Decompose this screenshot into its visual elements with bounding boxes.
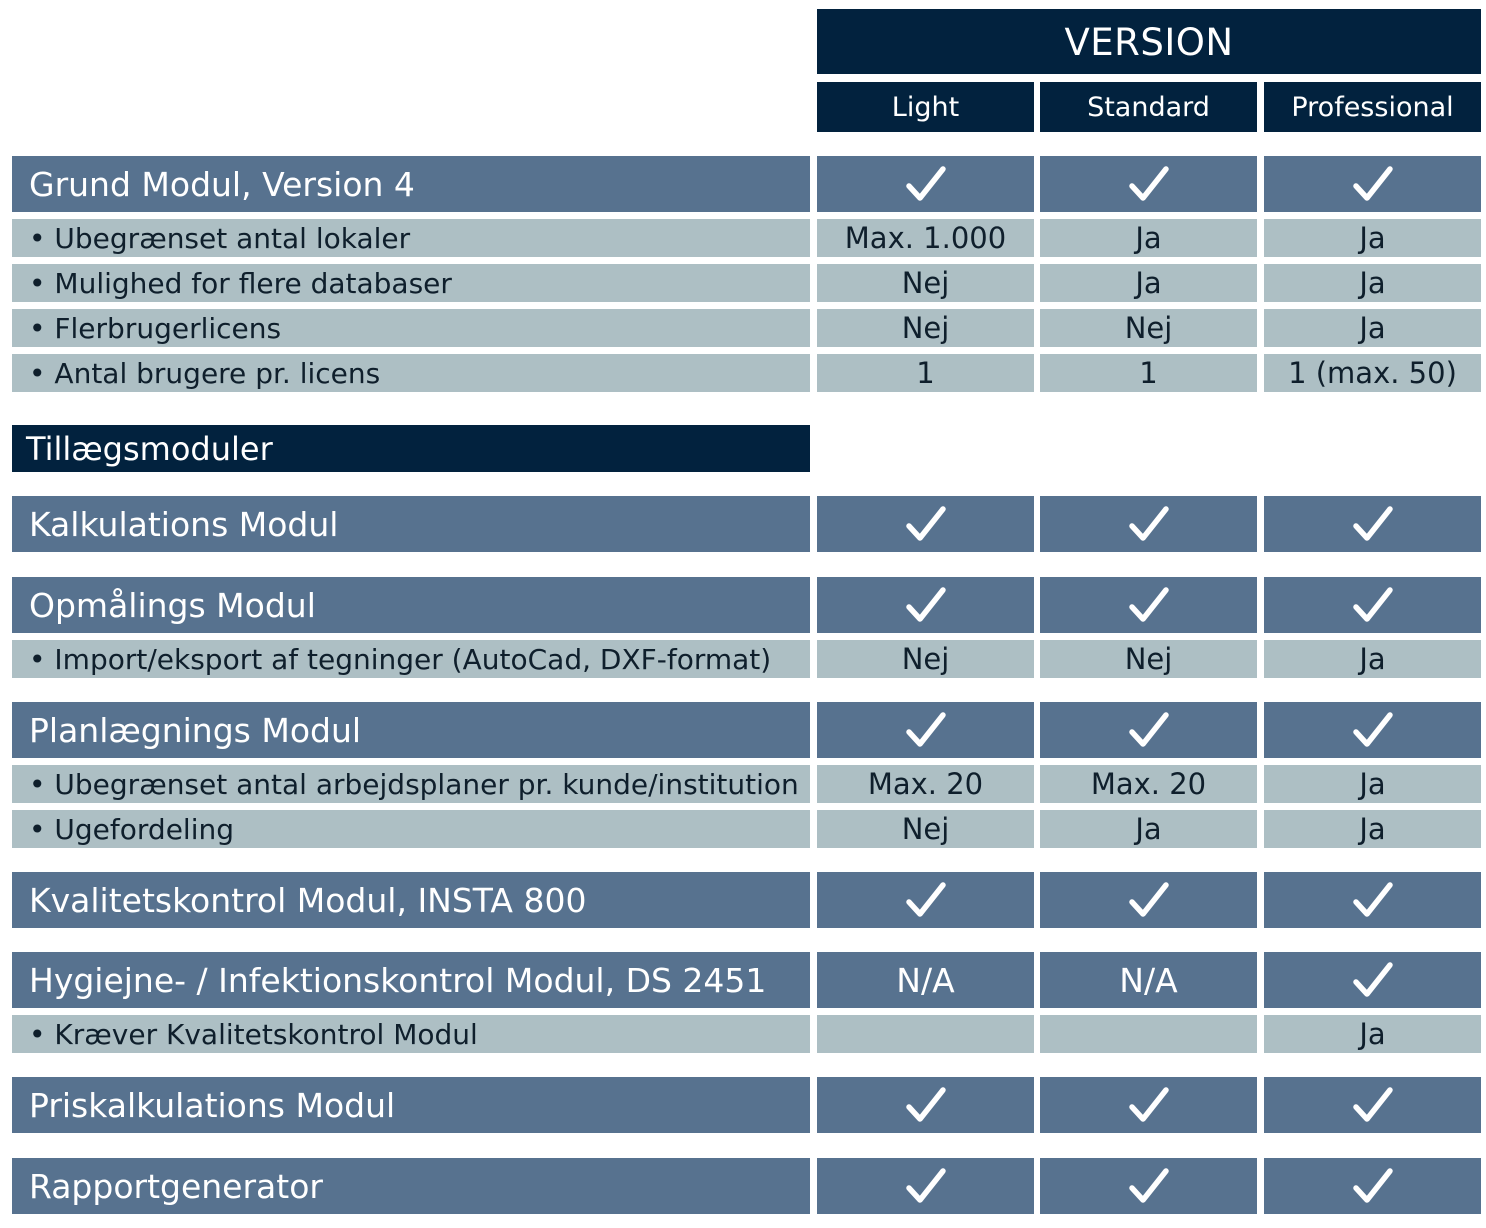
value-cell (1040, 264, 1257, 302)
value-cell (1264, 810, 1481, 848)
column-header-professional: Professional (1264, 82, 1481, 132)
module-label: Grund Modul, Version 4 (12, 156, 810, 212)
value-cell (1040, 872, 1257, 928)
value-cell (1264, 702, 1481, 758)
value-text: Max. 20 (867, 767, 984, 801)
check-mark-icon (1351, 1085, 1395, 1125)
check-mark-icon (1351, 960, 1395, 1000)
value-text: Nej (1124, 642, 1173, 676)
check-mark-icon (1127, 585, 1171, 625)
value-cell (1264, 156, 1481, 212)
section-title: Tillægsmoduler (12, 425, 810, 472)
check-mark-icon (1127, 1085, 1171, 1125)
version-header: VERSION (817, 9, 1481, 74)
value-text: Ja (1135, 221, 1162, 255)
column-header-light: Light (817, 82, 1034, 132)
check-mark-icon (1351, 504, 1395, 544)
check-mark-icon (1351, 880, 1395, 920)
feature-label: • Mulighed for flere databaser (12, 264, 810, 302)
check-mark-icon (1351, 710, 1395, 750)
value-cell (1040, 810, 1257, 848)
value-text: Nej (901, 812, 950, 846)
value-text: Ja (1359, 221, 1386, 255)
value-cell (1040, 354, 1257, 392)
feature-label: • Antal brugere pr. licens (12, 354, 810, 392)
value-cell (1264, 496, 1481, 552)
value-cell (1264, 1158, 1481, 1214)
value-cell (817, 264, 1034, 302)
value-cell (817, 219, 1034, 257)
feature-label: • Ugefordeling (12, 810, 810, 848)
value-cell (1264, 309, 1481, 347)
value-cell (1264, 577, 1481, 633)
check-mark-icon (904, 1085, 948, 1125)
value-text: Ja (1359, 266, 1386, 300)
value-cell (1040, 765, 1257, 803)
value-cell (817, 702, 1034, 758)
value-cell (817, 640, 1034, 678)
module-label: Planlægnings Modul (12, 702, 810, 758)
value-cell (1264, 1077, 1481, 1133)
check-mark-icon (1127, 1166, 1171, 1206)
value-cell (817, 354, 1034, 392)
feature-label: • Ubegrænset antal arbejdsplaner pr. kunde/institution (12, 765, 810, 803)
value-cell (817, 309, 1034, 347)
value-cell (817, 952, 1034, 1008)
check-mark-icon (1127, 504, 1171, 544)
value-cell (1040, 702, 1257, 758)
value-text: Ja (1359, 812, 1386, 846)
check-mark-icon (904, 1166, 948, 1206)
value-cell (1264, 219, 1481, 257)
value-cell (817, 1158, 1034, 1214)
value-cell (1040, 1077, 1257, 1133)
check-mark-icon (1127, 710, 1171, 750)
value-text: Ja (1135, 266, 1162, 300)
module-label: Rapportgenerator (12, 1158, 810, 1214)
value-cell (1040, 577, 1257, 633)
value-text: Ja (1359, 767, 1386, 801)
value-cell (817, 1015, 1034, 1053)
value-text: Nej (901, 642, 950, 676)
check-mark-icon (1127, 164, 1171, 204)
value-cell (1264, 640, 1481, 678)
value-text: Nej (1124, 311, 1173, 345)
check-mark-icon (904, 880, 948, 920)
module-label: Opmålings Modul (12, 577, 810, 633)
value-text: Ja (1359, 311, 1386, 345)
value-cell (1040, 496, 1257, 552)
column-header-standard: Standard (1040, 82, 1257, 132)
value-text: Max. 1.000 (844, 221, 1007, 255)
check-mark-icon (904, 585, 948, 625)
module-label: Kvalitetskontrol Modul, INSTA 800 (12, 872, 810, 928)
check-mark-icon (904, 164, 948, 204)
value-text: Nej (901, 266, 950, 300)
value-text: N/A (896, 960, 955, 1000)
value-cell (817, 1077, 1034, 1133)
value-cell (1264, 354, 1481, 392)
value-cell (817, 872, 1034, 928)
module-label: Kalkulations Modul (12, 496, 810, 552)
value-cell (1040, 156, 1257, 212)
value-cell (1040, 952, 1257, 1008)
value-cell (817, 765, 1034, 803)
check-mark-icon (1351, 1166, 1395, 1206)
value-text: Ja (1359, 1017, 1386, 1051)
value-cell (817, 496, 1034, 552)
value-cell (1040, 640, 1257, 678)
value-text: Ja (1135, 812, 1162, 846)
value-cell (817, 810, 1034, 848)
value-text: 1 (1139, 356, 1158, 390)
value-text: 1 (max. 50) (1288, 356, 1457, 390)
value-cell (1040, 219, 1257, 257)
check-mark-icon (1351, 164, 1395, 204)
value-text: Nej (901, 311, 950, 345)
check-mark-icon (904, 504, 948, 544)
value-cell (1264, 765, 1481, 803)
value-text: N/A (1119, 960, 1178, 1000)
check-mark-icon (1351, 585, 1395, 625)
value-cell (817, 156, 1034, 212)
check-mark-icon (1127, 880, 1171, 920)
feature-label: • Import/eksport af tegninger (AutoCad, DXF-format) (12, 640, 810, 678)
feature-label: • Kræver Kvalitetskontrol Modul (12, 1015, 810, 1053)
value-cell (817, 577, 1034, 633)
value-text: Ja (1359, 642, 1386, 676)
value-cell (1040, 309, 1257, 347)
value-cell (1040, 1158, 1257, 1214)
value-text: 1 (916, 356, 935, 390)
feature-label: • Ubegrænset antal lokaler (12, 219, 810, 257)
module-label: Priskalkulations Modul (12, 1077, 810, 1133)
value-cell (1264, 1015, 1481, 1053)
module-label: Hygiejne- / Infektionskontrol Modul, DS 2451 (12, 952, 810, 1008)
value-text: Max. 20 (1090, 767, 1207, 801)
feature-label: • Flerbrugerlicens (12, 309, 810, 347)
check-mark-icon (904, 710, 948, 750)
value-cell (1040, 1015, 1257, 1053)
value-cell (1264, 872, 1481, 928)
value-cell (1264, 264, 1481, 302)
value-cell (1264, 952, 1481, 1008)
